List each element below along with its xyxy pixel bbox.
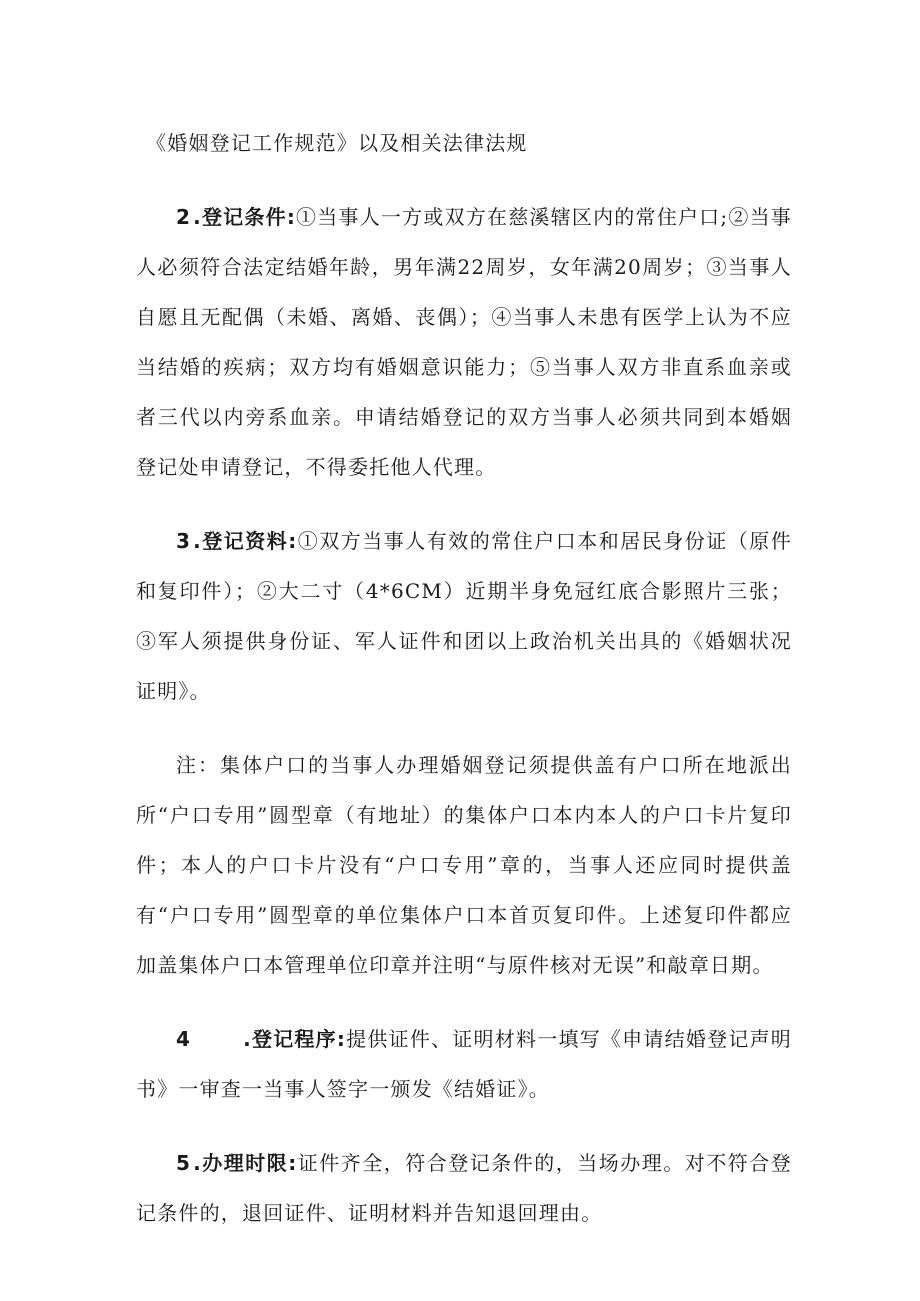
section-registration-materials bbox=[136, 516, 792, 716]
section-heading: .登记程序: bbox=[243, 1027, 347, 1051]
section-heading: .登记资料: bbox=[193, 529, 298, 553]
section-text: 证件齐全，符合登记条件的，当场办理。对不符合登记条件的，退回证件、证明材料并告知退回理由。 bbox=[136, 1151, 792, 1225]
section-number: 2 bbox=[176, 205, 192, 229]
collective-household-note: 注：集体户口的当事人办理婚姻登记须提供盖有户口所在地派出所“户口专用”圆型章（有地址）的集体户口本内本人的户口卡片复印件；本人的户口卡片没有“户口专用”章的，当事人还应同时提供盖有“户口专用”圆型章的单位集体户口本首页复印件。上述复印件都应加盖集体户口本管理单位印章并注明“与原件核对无误”和敲章日期。 bbox=[136, 753, 792, 977]
section-processing-time bbox=[136, 1138, 792, 1238]
section-heading: .登记条件: bbox=[193, 205, 297, 229]
intro-line: 《婚姻登记工作规范》以及相关法律法规 bbox=[146, 131, 528, 155]
section-number: 4 bbox=[176, 1027, 192, 1051]
section-text: ①双方当事人有效的常住户口本和居民身份证（原件和复印件）；②大二寸（4*6CM）近期半身免冠红底合影照片三张；③军人须提供身份证、军人证件和团以上政治机关出具的《婚姻状况证明》。 bbox=[136, 529, 792, 703]
section-heading: .办理时限: bbox=[193, 1151, 298, 1175]
section-text: 提供证件、证明材料一填写《申请结婚登记声明书》一审查一当事人签字一颁发《结婚证》。 bbox=[136, 1027, 793, 1101]
section-number: 3 bbox=[176, 529, 192, 553]
section-registration-procedure bbox=[136, 1014, 792, 1114]
section-number: 5 bbox=[176, 1151, 192, 1175]
section-registration-conditions bbox=[136, 192, 792, 492]
section-text: ①当事人一方或双方在慈溪辖区内的常住户口;②当事人必须符合法定结婚年龄，男年满22周岁，女年满20周岁；③当事人自愿且无配偶（未婚、离婚、丧偶）；④当事人未患有医学上认为不应当结婚的疾病；双方均有婚姻意识能力；⑤当事人双方非直系血亲或者三代以内旁系血亲。申请结婚登记的双方当事人必须共同到本婚姻登记处申请登记，不得委托他人代理。 bbox=[136, 205, 792, 479]
